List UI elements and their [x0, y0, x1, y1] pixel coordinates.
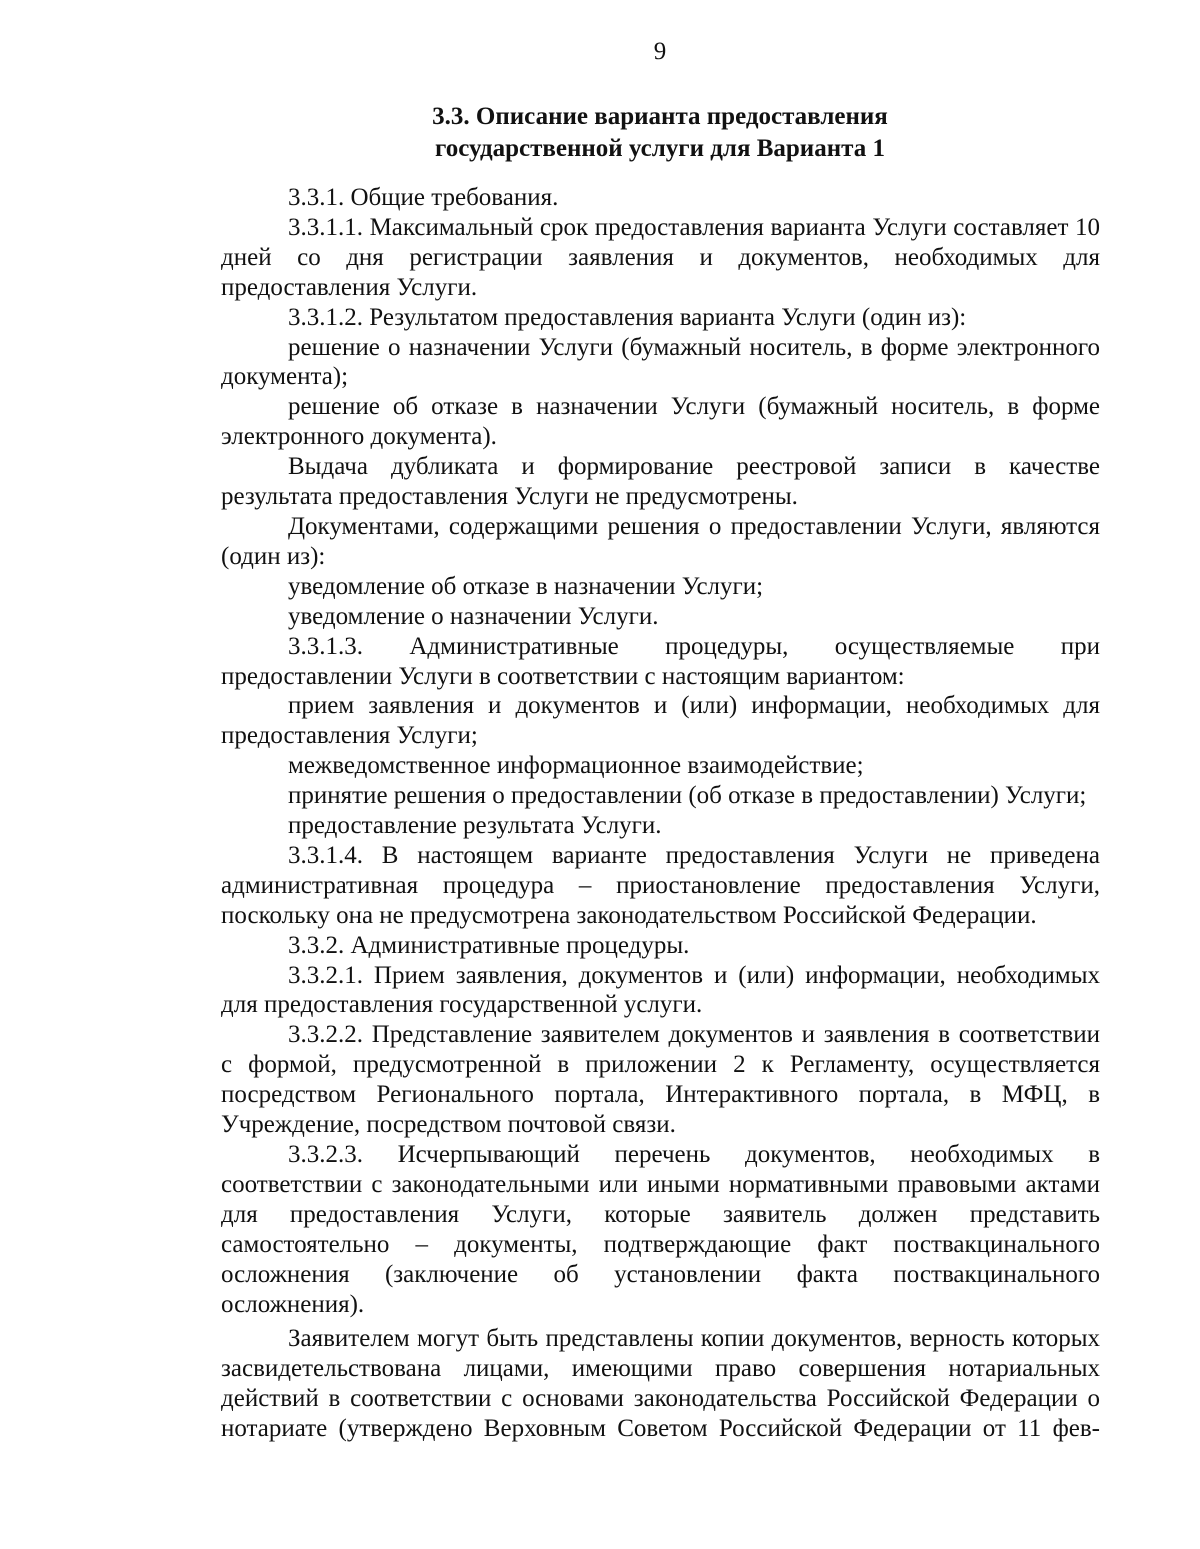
- paragraph: предоставление результата Услуги.: [288, 812, 662, 840]
- paragraph: решение об отказе в назначении Услуги (бумажный носитель, в форме электронного документа).: [221, 393, 1100, 451]
- paragraph: Документами, содержащими решения о предоставлении Услуги, являются (один из):: [221, 512, 1100, 570]
- paragraph: 3.3.2.1. Прием заявления, документов и (или) информации, необходимых для предоставления государственной услуги.: [221, 961, 1100, 1019]
- paragraph: уведомление о назначении Услуги.: [288, 602, 659, 630]
- paragraph: уведомление об отказе в назначении Услуги;: [288, 572, 764, 600]
- paragraph: 3.3.2. Административные процедуры.: [288, 931, 690, 959]
- section-title: [0, 101, 1200, 165]
- paragraph: межведомственное информационное взаимодействие;: [288, 752, 864, 780]
- paragraph: прием заявления и документов и (или) информации, необходимых для предоставления Услуги;: [221, 692, 1100, 750]
- paragraph: 3.3.1.1. Максимальный срок предоставления варианта Услуги составляет 10 дней со дня регистрации заявления и документов, необходимых для предоставления Услуги.: [221, 213, 1100, 301]
- paragraph: 3.3.2.2. Представление заявителем документов и заявления в соответствии с формой, предусмотренной в приложении 2 к Регламенту, осуществляется посредством Регионального портала, Интерактивного портала, в МФЦ, в Учреждение, посредством почтовой связи.: [221, 1021, 1100, 1139]
- paragraph: решение о назначении Услуги (бумажный носитель, в форме электронного документа);: [221, 333, 1100, 391]
- page-number: 9: [653, 38, 667, 65]
- section-title-line-2: государственной услуги для Варианта 1: [435, 135, 885, 162]
- paragraph: 3.3.2.3. Исчерпывающий перечень документов, необходимых в соответствии с законодательными или иными нормативными правовыми актами для предоставления Услуги, которые заявитель должен представить самостоятельно – документы, подтверждающие факт поствакцинального осложнения (заключение об установлении факта поствакцинального осложнения).: [221, 1141, 1100, 1318]
- section-title-line-1: 3.3. Описание варианта предоставления: [432, 103, 888, 130]
- paragraph: 3.3.1.4. В настоящем варианте предоставления Услуги не приведена административная процедура – приостановление предоставления Услуги, поскольку она не предусмотрена законодательством Российской Федерации.: [221, 841, 1100, 929]
- paragraph: 3.3.1.2. Результатом предоставления варианта Услуги (один из):: [288, 303, 967, 331]
- paragraph: Заявителем могут быть представлены копии документов, верность которых засвидетельствована лицами, имеющими право совершения нотариальных действий в соответствии с основами законодательства Российской Федерации о нотариате (утверждено Верховным Советом Российской Федерации от 11 фев-: [221, 1325, 1100, 1443]
- paragraph: Выдача дубликата и формирование реестровой записи в качестве результата предоставления Услуги не предусмотрены.: [221, 453, 1100, 511]
- paragraph: принятие решения о предоставлении (об отказе в предоставлении) Услуги;: [288, 782, 1087, 810]
- paragraph: 3.3.1. Общие требования.: [288, 184, 559, 211]
- document-body: [221, 183, 1100, 1444]
- paragraph: 3.3.1.3. Административные процедуры, осуществляемые при предоставлении Услуги в соответствии с настоящим вариантом:: [221, 632, 1100, 690]
